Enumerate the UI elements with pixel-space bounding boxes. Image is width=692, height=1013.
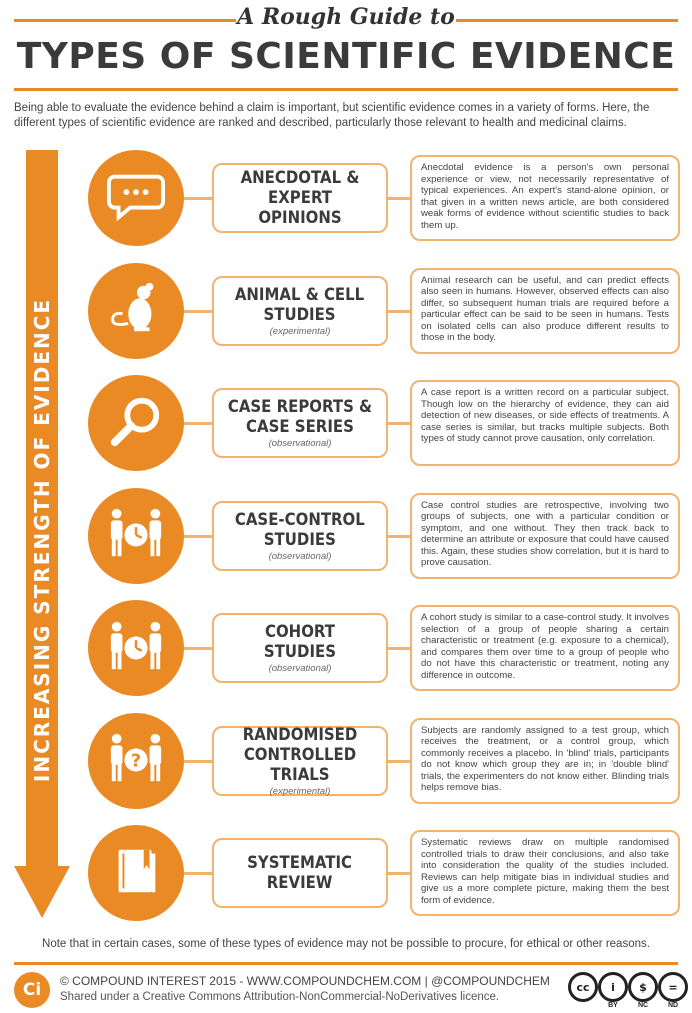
connector-line <box>184 197 212 200</box>
evidence-title: CASE REPORTS & CASE SERIES <box>227 397 373 437</box>
evidence-type: (observational) <box>268 663 332 674</box>
evidence-icon-circle <box>88 375 184 471</box>
connector-line <box>388 760 410 763</box>
connector-line <box>184 760 212 763</box>
rat-icon <box>107 279 165 342</box>
evidence-title: ANIMAL & CELL STUDIES <box>235 284 365 325</box>
evidence-type: (observational) <box>268 438 332 449</box>
book-icon <box>107 842 165 905</box>
connector-line <box>184 535 212 538</box>
cc-nd-icon: = <box>658 972 688 1002</box>
footer-licence: Shared under a Creative Commons Attribution-NonCommercial-NoDerivatives licence. <box>60 991 500 1003</box>
cc-icon-label: BY <box>608 1002 618 1009</box>
connector-line <box>388 647 410 650</box>
evidence-description: Animal research can be useful, and can predict effects also seen in humans. However, observed effects can also differ, so subsequent human trials are required before a particular effect can be said to be seen in humans. Tests on isolated cells can also produce different results to those in the body. <box>410 268 680 354</box>
cc-by-icon: i <box>598 972 628 1002</box>
evidence-label-box <box>212 838 388 908</box>
evidence-label-box <box>212 501 388 571</box>
connector-line <box>388 535 410 538</box>
evidence-description: Systematic reviews draw on multiple randomised controlled trials to draw their conclusions, and also take into consideration the quality of the studies included. Reviews can help mitigate bias in individual studies and give us a more complete picture, making them the best form of evidence. <box>410 830 680 916</box>
strength-arrow-head <box>14 866 70 918</box>
evidence-label-box <box>212 613 388 683</box>
evidence-description: Subjects are randomly assigned to a test group, which receives the treatment, or a control group, which commonly receives a placebo. In 'blind' trials, participants do not know which group they are in; in 'double blind' trials, the experimenters do not know either. Blinding trials helps remove bias. <box>410 718 680 804</box>
header-subtitle: A Rough Guide to <box>237 4 455 30</box>
evidence-icon-circle <box>88 600 184 696</box>
evidence-icon-circle <box>88 150 184 246</box>
connector-line <box>184 310 212 313</box>
connector-line <box>184 872 212 875</box>
evidence-type: (experimental) <box>269 325 331 337</box>
evidence-icon-circle <box>88 713 184 809</box>
evidence-description: Case control studies are retrospective, involving two groups of subjects, one with a particular condition or symptom, and one without. They then track back to determine an attribute or exposure that could have caused this. Again, these studies show correlation, but it is hard to prove causation. <box>410 493 680 579</box>
svg-text:?: ? <box>130 751 142 772</box>
connector-line <box>388 422 410 425</box>
footer-copyright: © COMPOUND INTEREST 2015 - WWW.COMPOUNDCHEM.COM | @COMPOUNDCHEM <box>60 974 550 988</box>
people-clock-icon <box>107 617 165 680</box>
cc-nc-icon: $ <box>628 972 658 1002</box>
connector-line <box>388 197 410 200</box>
evidence-description: Anecdotal evidence is a person's own personal experience or view, not necessarily representative of typical experiences. An expert's stand-alone opinion, or that given in a written news article, are both considered weak forms of evidence without scientific studies to back them up. <box>410 155 680 241</box>
people-clock-icon <box>107 504 165 567</box>
evidence-icon-circle <box>88 825 184 921</box>
intro-text: Being able to evaluate the evidence behind a claim is important, but scientific evidence comes in a variety of forms. Here, the different types of scientific evidence are ranked and described, particularly those relevant to health and medicinal claims. <box>14 102 650 129</box>
evidence-description: A case report is a written record on a particular subject. Though low on the hierarchy of evidence, they can aid detection of new diseases, or side effects of treatments. A case series is similar, but tracks multiple subjects. Both types of study cannot prove causation, only correlation. <box>410 380 680 466</box>
evidence-type: (observational) <box>268 550 332 562</box>
magnifying-glass-icon <box>107 392 165 455</box>
evidence-icon-circle <box>88 488 184 584</box>
arrow-label: INCREASING STRENGTH OF EVIDENCE <box>30 297 54 783</box>
speech-bubble-icon <box>107 167 165 230</box>
evidence-title: COHORT STUDIES <box>263 622 337 662</box>
connector-line <box>184 422 212 425</box>
connector-line <box>388 310 410 313</box>
evidence-label-box <box>212 388 388 458</box>
cc-main-icon: cc <box>568 972 598 1002</box>
evidence-label-box <box>212 163 388 233</box>
compound-interest-logo: Ci <box>14 972 50 1008</box>
evidence-title: RANDOMISED CONTROLLED TRIALS <box>242 724 358 785</box>
connector-line <box>388 872 410 875</box>
evidence-description: A cohort study is similar to a case-control study. It involves selection of a group of people sharing a certain characteristic or treatment (e.g. exposure to a chemical), and compares them over time to a group of people who do not have this characteristic or treatment, noting any difference in outcome. <box>410 605 680 691</box>
people-question-icon <box>107 729 165 792</box>
evidence-title: SYSTEMATIC REVIEW <box>247 853 353 893</box>
footnote: Note that in certain cases, some of these types of evidence may not be possible to procure, for ethical or other reasons. <box>42 938 650 950</box>
evidence-title: CASE-CONTROL STUDIES <box>235 509 365 550</box>
page-title: TYPES OF SCIENTIFIC EVIDENCE <box>16 36 676 77</box>
evidence-type: (experimental) <box>269 785 331 797</box>
cc-icon-label: ND <box>667 1002 679 1009</box>
evidence-label-box <box>212 726 388 796</box>
connector-line <box>184 647 212 650</box>
title-rule <box>14 88 678 91</box>
cc-icon-label: NC <box>637 1002 649 1009</box>
evidence-icon-circle <box>88 263 184 359</box>
footer-rule <box>14 962 678 965</box>
evidence-title: ANECDOTAL & EXPERT OPINIONS <box>240 168 360 228</box>
evidence-label-box <box>212 276 388 346</box>
